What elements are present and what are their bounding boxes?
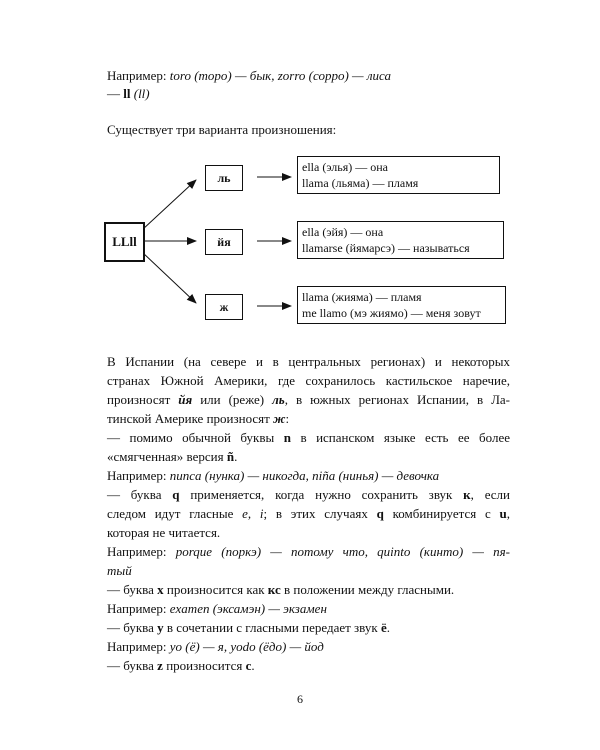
intro-ll-line: — ll (ll)	[107, 86, 150, 101]
paragraph-line: «смягченная» версия ñ.	[107, 449, 238, 464]
paragraph-line: В Испании (на севере и в центральных регионах) и некоторых	[107, 354, 510, 369]
page-number: 6	[297, 692, 303, 706]
example-line: Например: porque (поркэ) — потому что, quinto (кинто) — пя-	[107, 544, 510, 559]
variant-box-l: ль	[205, 165, 243, 191]
paragraph-line: — буква z произносится с.	[107, 658, 255, 673]
example-line: me llamo (мэ жиямо) — меня зовут	[302, 306, 481, 320]
ll-bold: ll	[123, 86, 131, 101]
example-label: Например:	[107, 68, 170, 83]
section-heading: Существует три варианта произношения:	[107, 122, 337, 137]
paragraph-line: — буква x произносится как кс в положении между гласными.	[107, 582, 455, 597]
paragraph-line: — буква y в сочетании с гласными передает звук ё.	[107, 620, 390, 635]
paragraph-line: — помимо обычной буквы n в испанском языке есть ее более	[107, 430, 510, 445]
example-line: Например: examen (эксамэн) — экзамен	[107, 601, 327, 616]
example-line: Например: yo (ё) — я, yodo (ёдо) — йод	[107, 639, 324, 654]
arrow-root-to-zh	[142, 252, 196, 303]
arrow-root-to-l	[142, 180, 196, 230]
variant-box-y: йя	[205, 229, 243, 255]
root-box-llll: LLll	[104, 222, 145, 262]
example-line: ella (элья) — она	[302, 160, 388, 174]
examples-box-zh	[297, 286, 506, 324]
example-line: llama (льяма) — пламя	[302, 176, 419, 190]
paragraph-line: странах Южной Америки, где сохранилось кастильское наречие,	[107, 373, 510, 388]
paragraph-line: которая не читается.	[107, 525, 221, 540]
example-line: тый	[107, 563, 132, 578]
examples-box-l	[297, 156, 500, 194]
paragraph-line: произносят йя или (реже) ль, в южных регионах Испании, в Ла-	[107, 392, 511, 407]
paragraph-line: тинской Америке произносят ж:	[107, 411, 290, 426]
examples-box-y	[297, 221, 504, 259]
example-line: llama (жияма) — пламя	[302, 290, 422, 304]
paragraph-line: следом идут гласные e, i; в этих случаях q комбинируется с u,	[107, 506, 510, 521]
example-text: toro (торо) — бык, zorro (сорро) — лиса	[169, 68, 391, 83]
example-line: llamarse (йямарсэ) — называться	[302, 241, 470, 255]
paragraph-line: — буква q применяется, когда нужно сохранить звук к, если	[107, 487, 511, 502]
example-line: ella (эйя) — она	[302, 225, 384, 239]
variant-box-zh: ж	[205, 294, 243, 320]
example-line: Например: nunca (нунка) — никогда, niña (нинья) — девочка	[107, 468, 440, 483]
